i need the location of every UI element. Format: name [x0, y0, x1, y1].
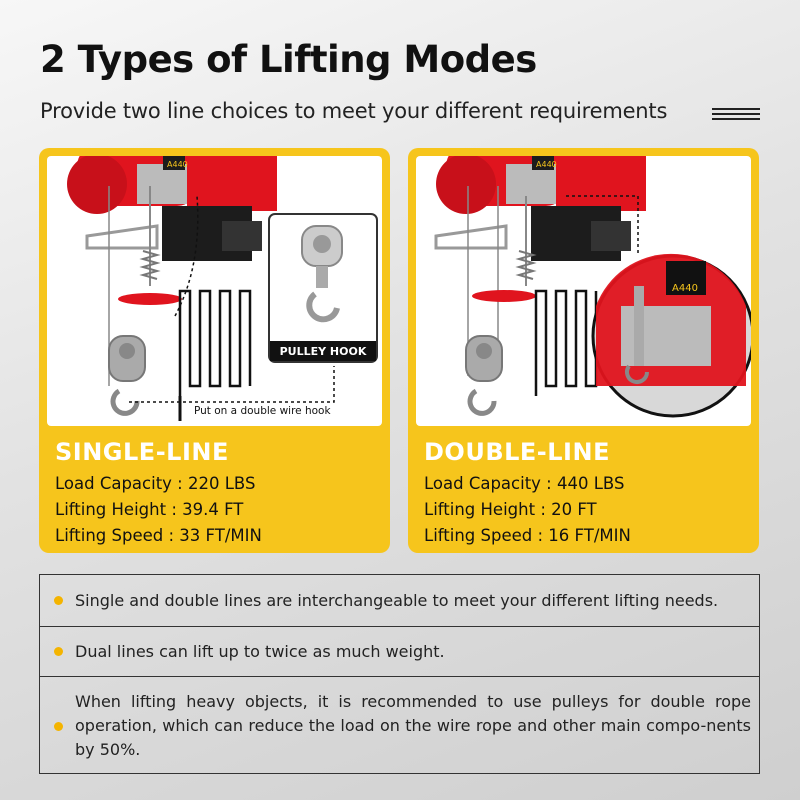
- double-line-hoist-image: [416, 156, 751, 426]
- zoom-model-label: A440: [672, 283, 698, 294]
- spec-lifting-height: Lifting Height : 39.4 FT: [55, 500, 244, 519]
- double-line-card: [408, 148, 759, 553]
- spec-load-capacity: Load Capacity : 220 LBS: [55, 474, 256, 493]
- pulley-hook-label: PULLEY HOOK: [279, 345, 367, 358]
- callout-note: Put on a double wire hook: [194, 405, 331, 417]
- page-subtitle: Provide two line choices to meet your different requirements: [40, 99, 668, 123]
- menu-lines-icon: [712, 108, 760, 122]
- note-text: Single and double lines are interchangeable to meet your different lifting needs.: [75, 590, 719, 610]
- spec-load-capacity: Load Capacity : 440 LBS: [424, 474, 625, 493]
- hoist-illustration: [47, 156, 382, 426]
- notes-table: [39, 574, 760, 774]
- bullet-dot-icon: [54, 722, 63, 731]
- spec-lifting-speed: Lifting Speed : 16 FT/MIN: [424, 526, 631, 545]
- card-heading: SINGLE-LINE: [55, 438, 229, 466]
- single-line-hoist-image: [47, 156, 382, 426]
- spec-lifting-speed: Lifting Speed : 33 FT/MIN: [55, 526, 262, 545]
- bullet-dot-icon: [54, 647, 63, 656]
- note-row: [40, 677, 759, 775]
- spec-lifting-height: Lifting Height : 20 FT: [424, 500, 597, 519]
- model-label: A440: [536, 160, 557, 169]
- note-text: When lifting heavy objects, it is recommended to use pulleys for double rope operation, which can reduce the load on the wire rope and other main compo-nents by 50%.: [75, 692, 751, 759]
- card-heading: DOUBLE-LINE: [424, 438, 610, 466]
- model-label: A440: [167, 160, 188, 169]
- note-text: Dual lines can lift up to twice as much weight.: [75, 641, 445, 661]
- note-row: [40, 627, 759, 677]
- single-line-card: [39, 148, 390, 553]
- page-title: 2 Types of Lifting Modes: [40, 38, 537, 81]
- note-row: [40, 575, 759, 627]
- bullet-dot-icon: [54, 596, 63, 605]
- hoist-illustration: [416, 156, 751, 426]
